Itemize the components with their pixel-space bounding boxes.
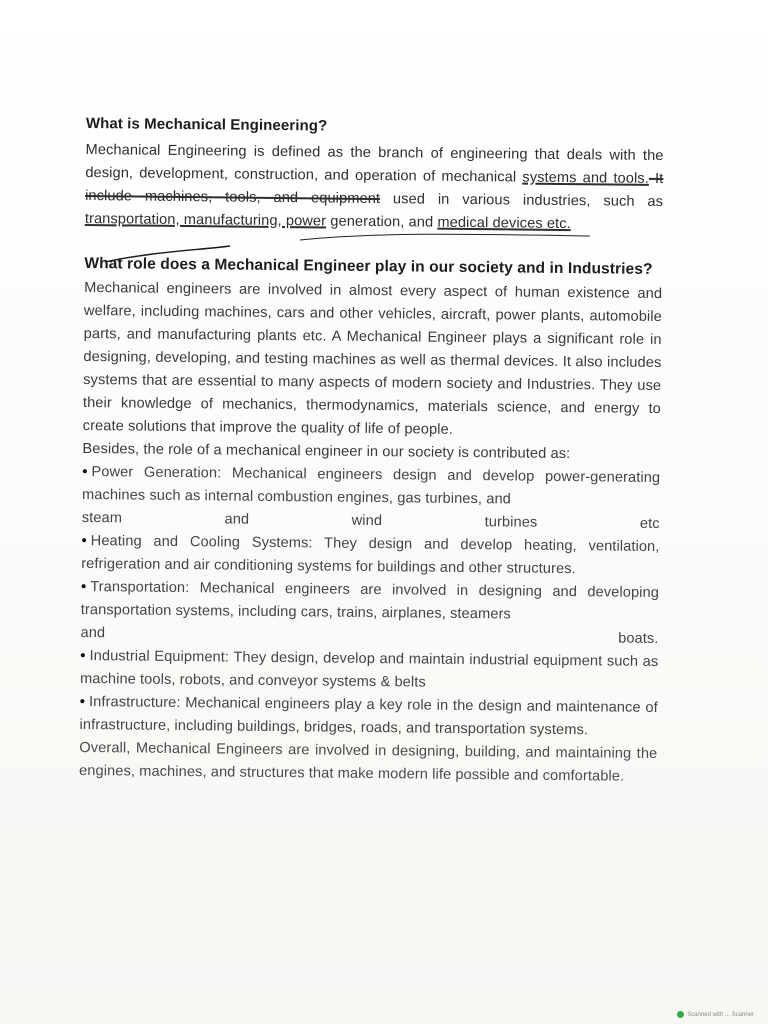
conclusion-paragraph: Overall, Mechanical Engineers are involved in designing, building, and maintaining the engines, machines, and structures that make modern life possible and comfortable. bbox=[79, 739, 658, 785]
bullet-text: Heating and Cooling Systems: They design and develop heating, ventilation, refrigeration and air conditioning systems for buildings and other structures. bbox=[81, 533, 660, 578]
word: steam bbox=[81, 509, 123, 527]
word: boats. bbox=[618, 630, 659, 648]
bullet-infrastructure bbox=[79, 691, 657, 743]
scanner-logo bbox=[677, 1011, 754, 1018]
definition-text: generation, and bbox=[326, 213, 438, 231]
word: wind bbox=[351, 512, 383, 530]
bullet-text: Industrial Equipment: They design, develop and maintain industrial equipment such as machine tools, robots, and conveyor systems & belts bbox=[79, 648, 659, 691]
bullet-text: Transportation: Mechanical engineers are involved in designing and developing transportation systems, including cars, trains, airplanes, steamers bbox=[80, 579, 660, 623]
bullet-icon: • bbox=[82, 463, 88, 481]
bullet-text: Infrastructure: Mechanical engineers play a key role in the design and maintenance of infrastructure, including buildings, bridges, roads, and transportation systems. bbox=[79, 694, 658, 739]
struck-text: It include machines, tools, and equipment bbox=[85, 170, 664, 208]
scanner-logo-icon bbox=[677, 1011, 684, 1018]
scanner-logo-text: Scanned with ... Scanner bbox=[687, 1011, 754, 1018]
role-paragraph: Mechanical engineers are involved in almost every aspect of human existence and welfare, including machines, cars and other vehicles, aircraft, power plants, automobile parts, and manufacturing plants etc. A Mechanical Engineer plays a significant role in designing, developing, and testing machines as well as thermal devices. It also includes systems that are essential to many aspects of modern society and Industries. They use their knowledge of mechanics, thermodynamics, materials science, and energy to create solutions that improve the quality of life of people. bbox=[82, 279, 663, 438]
contribution-intro: Besides, the role of a mechanical engineer in our society is contributed as: bbox=[82, 440, 571, 463]
heading-role-of-mechanical-engineer: What role does a Mechanical Engineer play in our society and in Industries? bbox=[84, 254, 653, 278]
underlined-text: medical devices etc. bbox=[437, 214, 571, 233]
underlined-text: systems and tools. bbox=[522, 169, 649, 187]
definition-paragraph bbox=[85, 139, 664, 237]
word: and bbox=[224, 511, 250, 528]
bullet-power-generation bbox=[82, 461, 661, 536]
definition-text: Mechanical Engineering is defined as the branch of engineering that deals with the design, development, construction, and operation of mechanical bbox=[85, 141, 664, 186]
underlined-text: transportation, manufacturing, power bbox=[84, 210, 327, 230]
word: turbines bbox=[484, 514, 538, 531]
bullet-text: Power Generation: Mechanical engineers design and develop power-generating machines such as internal combustion engines, gas turbines, and bbox=[81, 464, 661, 508]
bullet-icon: • bbox=[80, 578, 87, 596]
bullet-icon: • bbox=[81, 532, 87, 550]
word: and bbox=[80, 624, 106, 642]
bullet-heating-cooling bbox=[81, 530, 659, 582]
bullet-industrial-equipment bbox=[80, 645, 658, 697]
word: etc bbox=[639, 515, 660, 533]
bullet-transportation bbox=[80, 576, 659, 651]
document-content bbox=[79, 112, 664, 789]
definition-text: used in various industries, such as bbox=[380, 191, 664, 211]
heading-what-is-mechanical-engineering: What is Mechanical Engineering? bbox=[85, 114, 328, 135]
bullet-icon: • bbox=[80, 647, 86, 665]
bullet-icon: • bbox=[79, 693, 86, 711]
